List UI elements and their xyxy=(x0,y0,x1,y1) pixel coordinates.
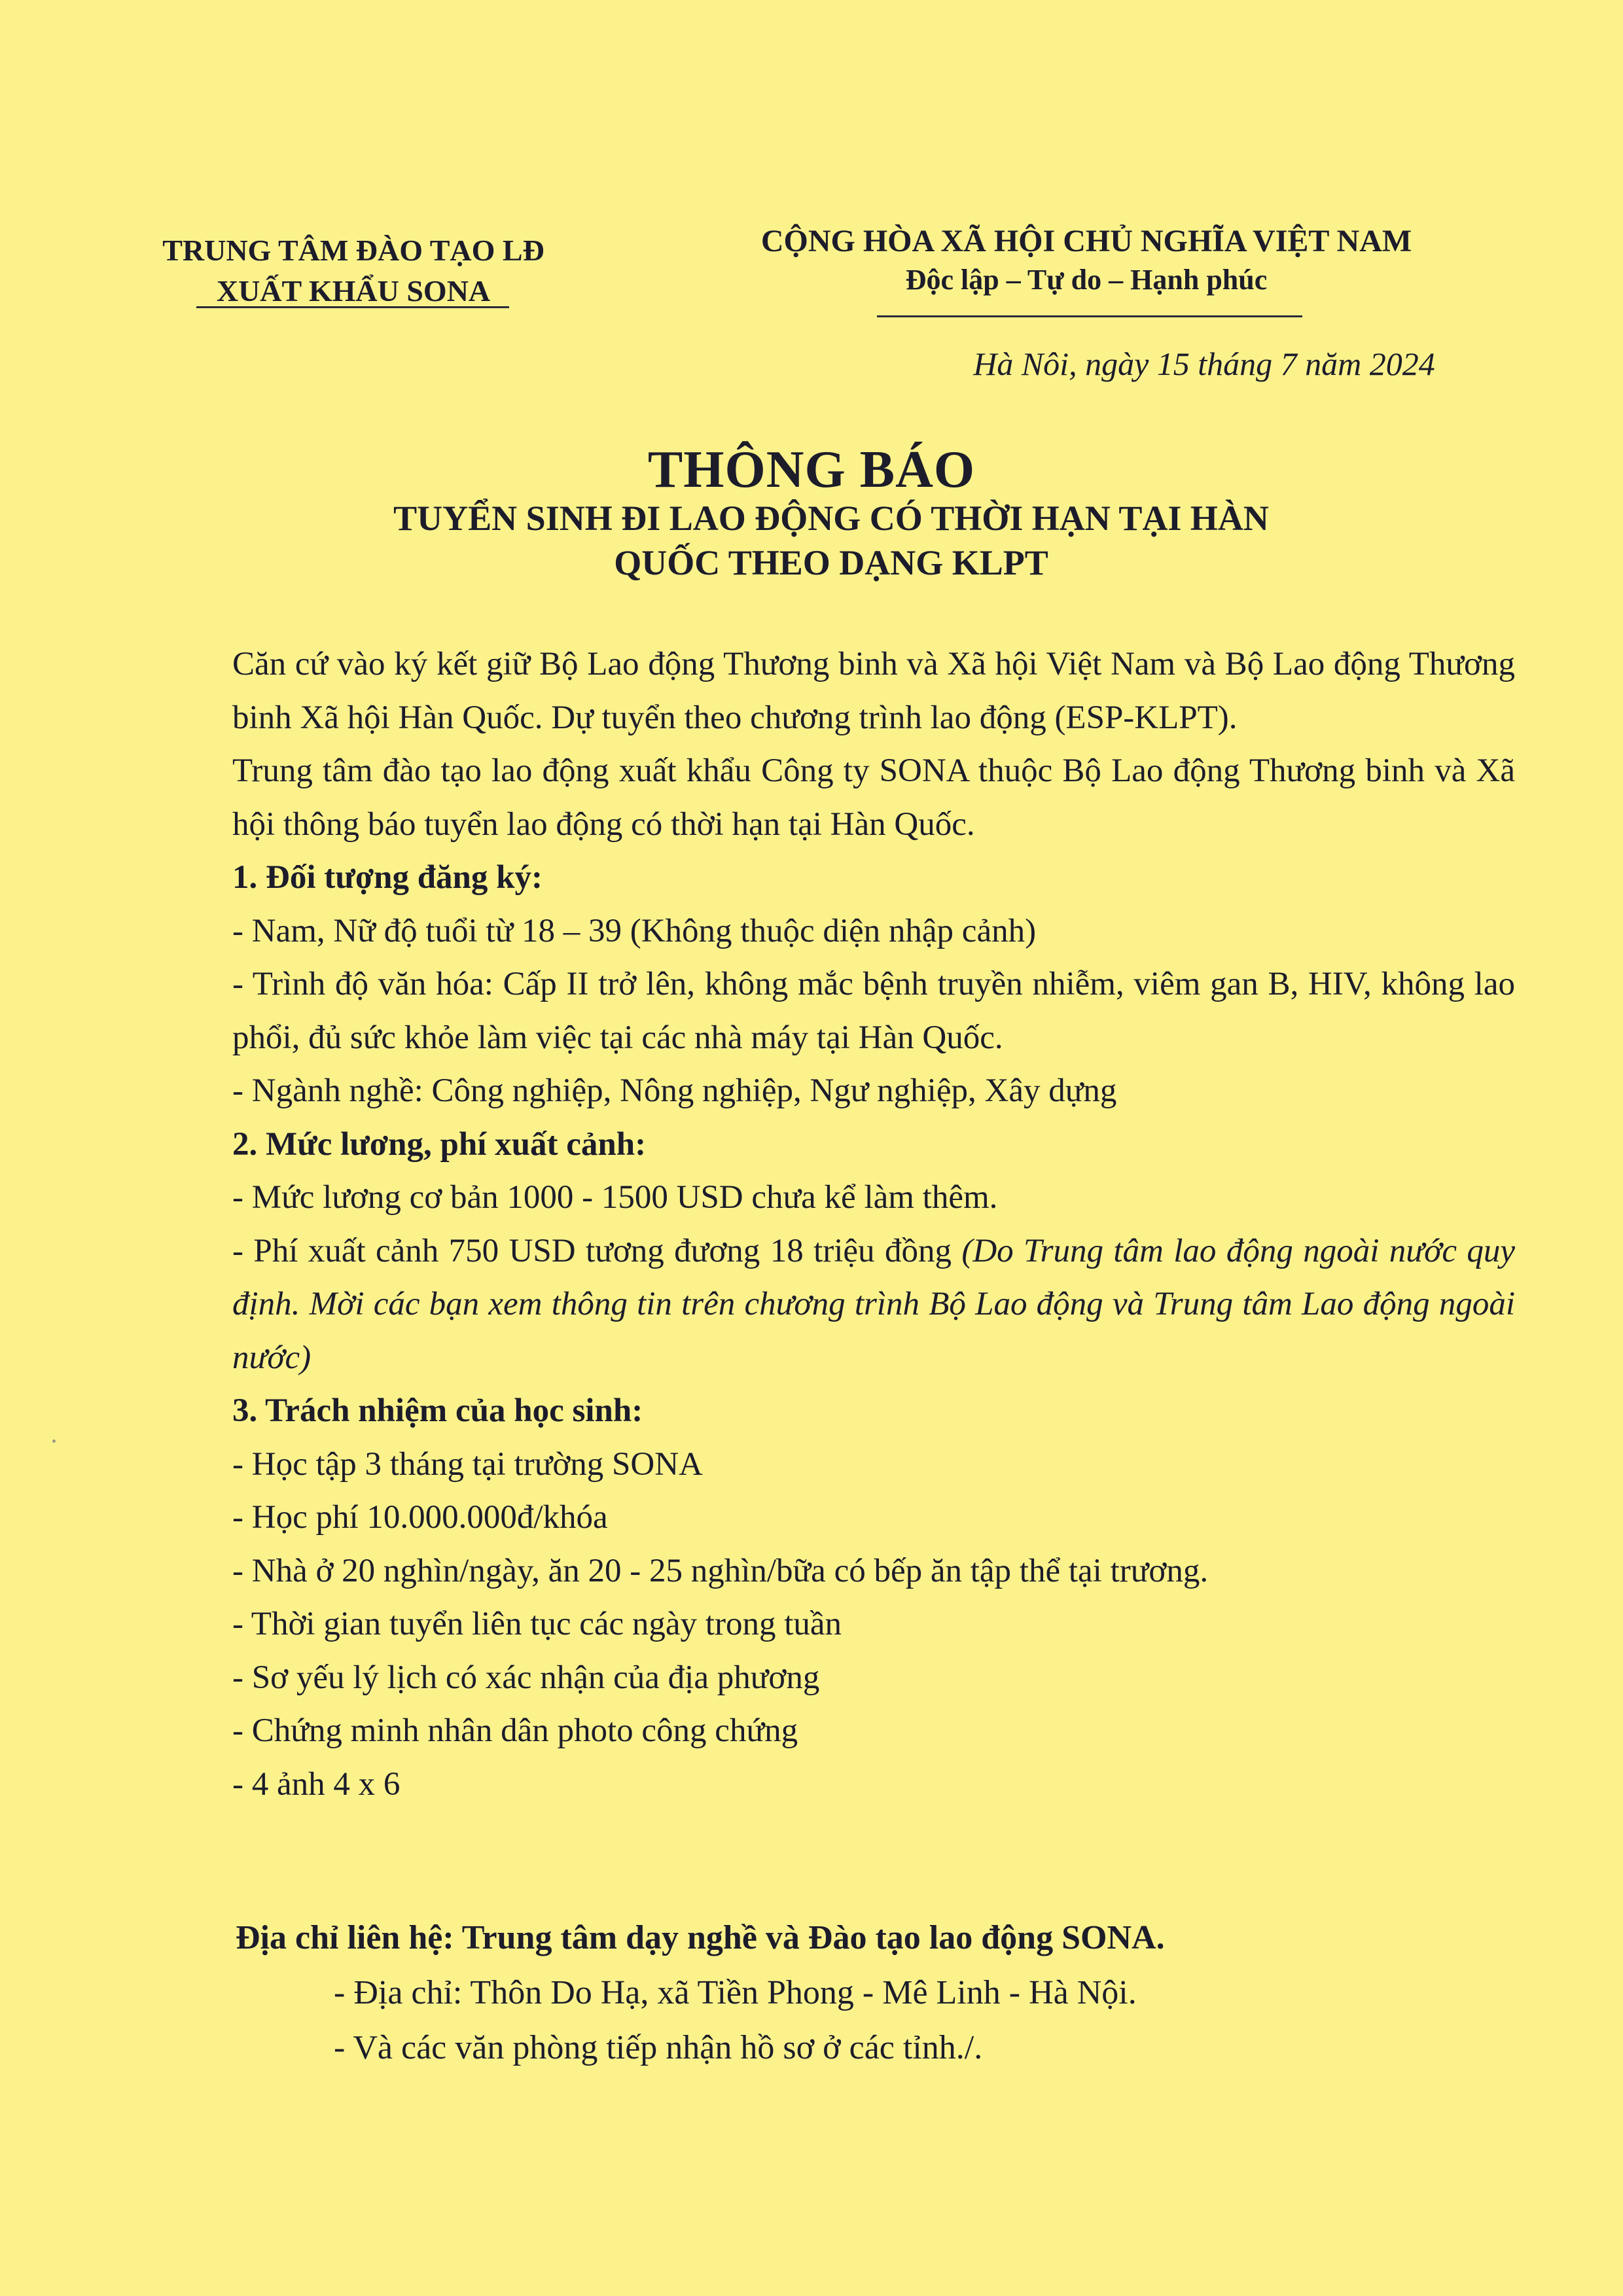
section-3-item: - Nhà ở 20 nghìn/ngày, ăn 20 - 25 nghìn/bữa có bếp ăn tập thể tại trương. xyxy=(232,1552,1209,1589)
fee-text: - Phí xuất cảnh 750 USD tương đương 18 triệu đồng xyxy=(232,1232,962,1269)
section-2-item-fee xyxy=(232,1225,1515,1385)
section-3-item: - Sơ yếu lý lịch có xác nhận của địa phương xyxy=(232,1659,820,1696)
document-date: Hà Nôi, ngày 15 tháng 7 năm 2024 xyxy=(973,345,1435,382)
section-1-item: - Ngành nghề: Công nghiệp, Nông nghiệp, Ngư nghiệp, Xây dựng xyxy=(232,1072,1117,1109)
organization-line-1: TRUNG TÂM ĐÀO TẠO LĐ xyxy=(162,234,544,267)
organization-name xyxy=(98,230,609,311)
section-3-item: - Chứng minh nhân dân photo công chứng xyxy=(232,1712,798,1749)
motto-underline xyxy=(877,315,1302,317)
section-1-item: - Trình độ văn hóa: Cấp II trở lên, không mắc bệnh truyền nhiễm, viêm gan B, HIV, không lao phổi, đủ sức khỏe làm việc tại các nhà máy tại Hàn Quốc. xyxy=(232,966,1515,1056)
nation-heading: CỘNG HÒA XÃ HỘI CHỦ NGHĨA VIỆT NAM xyxy=(760,224,1412,258)
organization-underline xyxy=(196,306,509,308)
intro-paragraph-1: Căn cứ vào ký kết giữ Bộ Lao động Thương binh và Xã hội Việt Nam và Bộ Lao động Thương binh Xã hội Hàn Quốc. Dự tuyển theo chương trình lao động (ESP-KLPT). xyxy=(232,646,1515,736)
section-2-heading: 2. Mức lương, phí xuất cảnh: xyxy=(232,1125,647,1163)
contact-offices: - Và các văn phòng tiếp nhận hồ sơ ở các tỉnh./. xyxy=(334,2029,983,2066)
section-1-heading: 1. Đối tượng đăng ký: xyxy=(232,859,543,896)
section-1-item: - Nam, Nữ độ tuổi từ 18 – 39 (Không thuộc diện nhập cảnh) xyxy=(232,912,1037,949)
national-motto: Độc lập – Tự do – Hạnh phúc xyxy=(905,264,1268,296)
section-3-heading: 3. Trách nhiệm của học sinh: xyxy=(232,1392,643,1429)
contact-heading: Địa chỉ liên hệ: Trung tâm dạy nghề và Đào tạo lao động SONA. xyxy=(236,1919,1165,1956)
intro-paragraph-2: Trung tâm đào tạo lao động xuất khẩu Công ty SONA thuộc Bộ Lao động Thương binh và Xã hội thông báo tuyển lao động có thời hạn tại Hàn Quốc. xyxy=(232,752,1515,843)
document-title: THÔNG BÁO xyxy=(647,441,976,499)
contact-address: - Địa chỉ: Thôn Do Hạ, xã Tiền Phong - Mê Linh - Hà Nội. xyxy=(334,1974,1137,2011)
subtitle-line-1: TUYỂN SINH ĐI LAO ĐỘNG CÓ THỜI HẠN TẠI HÀN xyxy=(393,499,1269,538)
organization-line-2: XUẤT KHẨU SONA xyxy=(216,274,491,308)
section-3-item: - Học phí 10.000.000đ/khóa xyxy=(232,1499,608,1536)
subtitle-line-2: QUỐC THEO DẠNG KLPT xyxy=(614,543,1048,582)
document-subtitle xyxy=(275,496,1387,585)
scan-speck xyxy=(52,1439,56,1443)
fee-note: (Do Trung tâm lao động ngoài nước quy định. Mời các bạn xem thông tin trên chương trình Bộ Lao động và Trung tâm Lao động ngoài nước) xyxy=(232,1232,1515,1376)
contact-block xyxy=(236,1911,1518,2075)
section-3-item: - Học tập 3 tháng tại trường SONA xyxy=(232,1445,703,1483)
section-3-item: - Thời gian tuyển liên tục các ngày trong tuần xyxy=(232,1606,842,1642)
section-3-item: - 4 ảnh 4 x 6 xyxy=(232,1765,401,1803)
section-2-item: - Mức lương cơ bản 1000 - 1500 USD chưa kể làm thêm. xyxy=(232,1179,998,1216)
document-body xyxy=(232,638,1515,1811)
